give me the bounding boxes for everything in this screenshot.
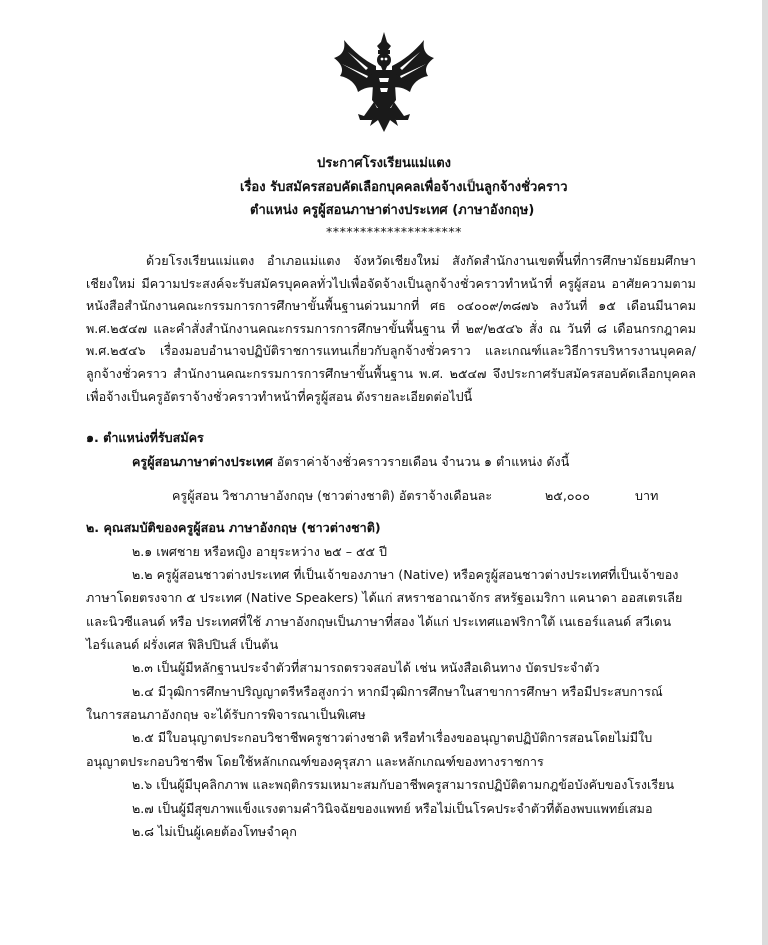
section1-position-bold: ครูผู้สอนภาษาต่างประเทศ <box>132 454 273 469</box>
qualification-line: ๒.๘ ไม่เป็นผู้เคยต้องโทษจำคุก <box>132 824 297 839</box>
section1-position <box>132 452 569 472</box>
qualification-line: ๒.๑ เพศชาย หรือหญิง อายุระหว่าง ๒๕ – ๕๕ ปี <box>132 544 388 559</box>
section1-currency: บาท <box>635 488 659 503</box>
qualification-line: อนุญาตประกอบวิชาชีพ โดยใช้หลักเกณฑ์ของคุรุสภา และหลักเกณฑ์ของทางราชการ <box>86 754 544 769</box>
qualification-line: และนิวซีแลนด์ หรือ ประเทศที่ใช้ ภาษาอังกฤษเป็นภาษาที่สอง ได้แก่ ประเทศแอฟริกาใต้ เนเธอร์แลนด์ สวีเดน <box>86 614 672 629</box>
announcement-title: ประกาศโรงเรียนแม่แตง <box>317 156 451 171</box>
section1-position-rest: อัตราค่าจ้างชั่วคราวรายเดือน จำนวน ๑ ตำแหน่ง ดังนี้ <box>272 454 570 469</box>
announcement-position: ตำแหน่ง ครูผู้สอนภาษาต่างประเทศ (ภาษาอังกฤษ) <box>250 203 535 218</box>
qualification-line: ๒.๔ มีวุฒิการศึกษาปริญญาตรีหรือสูงกว่า หากมีวุฒิการศึกษาในสาขาการศึกษา หรือมีประสบการณ์ <box>132 684 663 699</box>
garuda-emblem-icon <box>330 30 438 138</box>
separator: ******************** <box>326 224 462 239</box>
qualification-line: ๒.๒ ครูผู้สอนชาวต่างประเทศ ที่เป็นเจ้าของภาษา (Native) หรือครูผู้สอนชาวต่างประเทศที่เป็นเจ้าของ <box>132 567 679 582</box>
qualification-line: ๒.๓ เป็นผู้มีหลักฐานประจำตัวที่สามารถตรวจสอบได้ เช่น หนังสือเดินทาง บัตรประจำตัว <box>132 660 600 675</box>
section1-salary: ๒๕,๐๐๐ <box>545 488 590 503</box>
qualification-line: ๒.๗ เป็นผู้มีสุขภาพแข็งแรงตามคำวินิจฉัยของแพทย์ หรือไม่เป็นโรคประจำตัวที่ต้องพบแพทย์เสมอ <box>132 801 653 816</box>
section1-heading: ๑. ตำแหน่งที่รับสมัคร <box>86 430 204 445</box>
intro-paragraph <box>86 250 696 408</box>
qualification-line: ๒.๖ เป็นผู้มีบุคลิกภาพ และพฤติกรรมเหมาะสมกับอาชีพครูสามารถปฏิบัติตามกฎข้อบังคับของโรงเรียน <box>132 777 675 792</box>
section2-heading: ๒. คุณสมบัติของครูผู้สอน ภาษาอังกฤษ (ชาวต่างชาติ) <box>86 520 381 535</box>
qualification-line: ๒.๕ มีใบอนุญาตประกอบวิชาชีพครูชาวต่างชาติ หรือทำเรื่องขออนุญาตปฏิบัติการสอนโดยไม่มีใบ <box>132 730 653 745</box>
qualification-line: ภาษาโดยตรงจาก ๕ ประเทศ (Native Speakers) ได้แก่ สหราชอาณาจักร สหรัฐอเมริกา แคนาดา ออสเตรเลีย <box>86 590 683 605</box>
intro-text: ด้วยโรงเรียนแม่แตง อำเภอแม่แตง จังหวัดเชียงใหม่ สังกัดสำนักงานเขตพื้นที่การศึกษามัธยมศึกษาเชียงใหม่ มีความประสงค์จะรับสมัครบุคคลทั่วไปเพื่อจัดจ้างเป็นลูกจ้างชั่วคราวทำหน้าที่ ครูผู้สอน อาศัยความตามหนังสือสำนักงานคณะกรรมการการศึกษาขั้นพื้นฐานด่วนมากที่ ศธ ๐๔๐๐๙/๓๘๗๖ ลงวันที่ ๑๕ เดือนมีนาคม พ.ศ.๒๕๔๗ และคำสั่งสำนักงานคณะกรรมการการศึกษาขั้นพื้นฐาน ที่ ๒๙/๒๕๔๖ สั่ง ณ วันที่ ๘ เดือนกรกฎาคม พ.ศ.๒๕๔๖ เรื่องมอบอำนาจปฏิบัติราชการแทนเกี่ยวกับลูกจ้างชั่วคราว และเกณฑ์และวิธีการบริหารงานบุคคล/ลูกจ้างชั่วคราว สำนักงานคณะกรรมการการศึกษาขั้นพื้นฐาน พ.ศ. ๒๕๔๗ จึงประกาศรับสมัครสอบคัดเลือกบุคคล เพื่อจ้างเป็นครูอัตราจ้างชั่วคราวทำหน้าที่ครูผู้สอน ดังรายละเอียดต่อไปนี้ <box>86 253 696 404</box>
section1-detail-label: ครูผู้สอน วิชาภาษาอังกฤษ (ชาวต่างชาติ) อัตราจ้างเดือนละ <box>172 488 493 503</box>
qualification-line: ไอร์แลนด์ ฝรั่งเศส ฟิลิปปินส์ เป็นต้น <box>86 637 279 652</box>
qualification-line: ในการสอนภาอังกฤษ จะได้รับการพิจารณาเป็นพิเศษ <box>86 707 366 722</box>
announcement-subject: เรื่อง รับสมัครสอบคัดเลือกบุคคลเพื่อจ้างเป็นลูกจ้างชั่วคราว <box>240 180 568 195</box>
